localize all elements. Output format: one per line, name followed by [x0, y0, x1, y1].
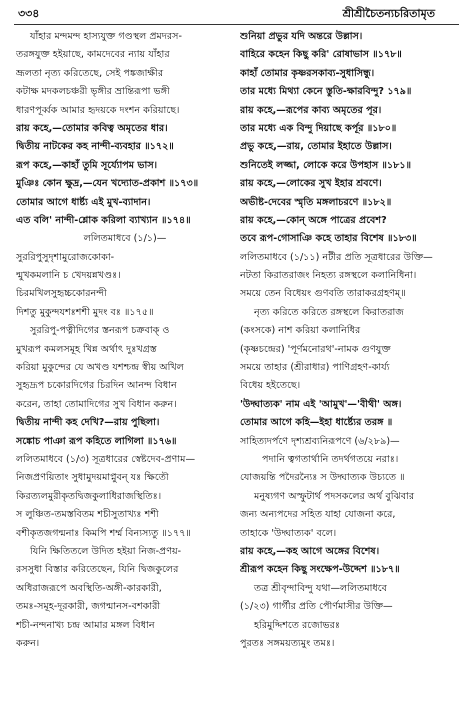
right-column: [240, 28, 458, 653]
text-line: শুনিয়া প্রভুর যদি অন্তরে উল্লাস।: [240, 31, 363, 42]
text-line: সময়ে তেন বিধেয়ং গুণবতি তারাকরগ্রহণম্॥: [240, 288, 406, 300]
text-line: রায় কহে,—কহ আগে অঙ্গের বিশেষ।: [240, 545, 380, 557]
text-line: করিয়া মুকুন্দের যে অখণ্ড যশশ্চন্দ্র স্বীয় অখিল: [16, 362, 184, 374]
left-column: [16, 28, 234, 653]
running-title: শ্রীশ্রীচৈতন্যচরিতামৃত: [342, 7, 435, 20]
text-line: অভীষ্ট-দেবের স্মৃতি মঙ্গলাচরণে ॥১৮২॥: [240, 196, 392, 208]
text-line: ললিতমাধবে (১/১১) নটীর প্রতি সূত্রধারের উক্তি—: [240, 251, 433, 263]
text-line: রায় কহে,—তোমার কবিত্ব অমৃতের ধার।: [16, 122, 168, 134]
text-line: জন্য অন্যপদের সহিত যাহা যোজনা করে,: [240, 509, 396, 521]
text-line: (কংসকে) নাশ করিয়া কলানিধির: [240, 325, 361, 337]
text-line: সময়ে তাহার (শ্রীরাধার) পাণিগ্রহণ-কার্য্য: [240, 362, 390, 374]
text-line: নটতা কিরাতরাজং নিহত্য রঙ্গস্থলে কলানিধিনা।: [240, 270, 417, 282]
text-line: রূপ কহে,—কাহাঁ তুমি সূর্য্যোপম ভাস।: [16, 159, 158, 171]
text-line: ধারণপূর্ব্বক আমার হৃদয়কে দংশন করিয়াছে।: [16, 104, 180, 116]
text-line: বিধেয় হইতেছে।: [240, 380, 301, 392]
text-line: সুররিপুসুদৃশামুরোজকোকা-: [16, 251, 115, 263]
page-number: ৩৩৪: [18, 7, 40, 20]
text-line: (১/২৩) গার্গীর প্রতি পৌর্ণমাসীর উক্তি—: [240, 601, 393, 613]
text-line: দিশতু মুকুন্দযশঃশশী মুদং বঃ ॥১৭৫॥: [16, 306, 154, 318]
text-line: অধিরাজরূপে অবস্থিতি-অঙ্গী-কারকারী,: [16, 582, 162, 594]
text-line: তার মধ্যে এক বিন্দু দিয়াছে কর্পূর ॥১৮০॥: [240, 122, 397, 134]
text-line: তরঙ্গযুক্ত হইয়াছে, কামদেবের ন্যায় যাঁহার: [16, 49, 170, 61]
text-line: তোমার আগে কহি—ইহা ধার্ষ্ট্যের তরঙ্গ ॥: [240, 417, 393, 429]
text-line: করুন।: [16, 637, 40, 649]
header-rule: [14, 24, 459, 25]
text-line: তোমার আগে ধার্ষ্ট্য এই মুখ-ব্যাদান।: [16, 196, 151, 208]
text-line: রায় কহে,—কোন্ অঙ্গে পাত্রের প্রবেশ?: [240, 214, 387, 226]
text-line: মুঞিঃ কোন ক্ষুদ্র,—যেন খদ্যোত-প্রকাশ ॥১৭৩॥: [16, 178, 199, 190]
text-line: ললিতমাধবে (১/১)—: [83, 233, 167, 245]
text-line: মনুষ্যগণ অস্ফুটার্থ পদসকলের অর্থ বুঝিবার: [254, 490, 415, 502]
text-line: তমঃ-সমূহ-দূরকারী, জগন্মানস-বশকারী: [16, 601, 161, 613]
text-line: 'উদ্ঘাত্যক' নাম এই 'আমুখ'—'বীথী' অঙ্গ।: [240, 398, 402, 410]
text-line: ললিতমাধবে (১/৩) সূত্রধারের স্বেষ্টদেব-প্রণাম—: [16, 453, 196, 465]
text-line: (কৃষ্ণচন্দ্রের) 'পূর্ণমনোরথ'-নামক গুণযুক্ত: [240, 343, 391, 355]
text-line: বাহিরে কহেন কিছু করি' রোষাভাস ॥১৭৮॥: [240, 49, 402, 61]
text-line: সুহৃদ্রূপ চকোরদিগের চিরদিন আনন্দ বিধান: [16, 380, 177, 392]
text-line: শচী-নন্দনাখ্য চন্দ্র আমার মঙ্গল বিধান: [16, 619, 155, 631]
text-line: করেন, তাহা তোমাদিগের সুখ বিধান করুন।: [16, 398, 177, 410]
text-line: নিজপ্রণয়িতাং সুধামুদয়মাপ্নুবন্ যঃ ক্ষিতৌ: [16, 472, 169, 484]
text-line: রায় কহে,—লোকের সুখ ইহার শ্রবণে।: [240, 178, 382, 190]
text-line: পুরতঃ সঙ্গময়ত্যমুং তমঃ।: [240, 637, 335, 649]
text-line: কিরত্যলমুরীকৃতদ্বিজকুলাধিরাজস্থিতিঃ।: [16, 490, 162, 502]
text-line: ন্মুখকমলানি চ খেদয়ন্নখণ্ডঃ।: [16, 270, 121, 282]
text-line: রায় কহে,—রূপের কাব্য অমৃতের পূর।: [240, 104, 382, 116]
text-line: দ্বিতীয় নান্দী কহ দেখি?—রায় পুছিলা।: [16, 417, 160, 429]
text-line: কটাক্ষ মদকলচঞ্চরী ভৃঙ্গীর ভ্রান্তিরূপা ভঙ্গী: [16, 86, 170, 98]
text-line: যোজয়ন্তি পদৈরন্যৈঃ স উদ্ঘাত্যক উচ্যতে ॥: [240, 472, 405, 484]
text-line: সঙ্কোচ পাঞা রূপ কহিতে লাগিলা ॥১৭৬॥: [16, 435, 177, 447]
text-line: রসসুধা বিস্তার করিতেছেন, যিনি দ্বিজকুলের: [16, 564, 179, 576]
text-line: তার মধ্যে মিথ্যা কেনে স্তুতি-ক্ষারবিন্দু? ১৭৯॥: [240, 86, 412, 98]
text-line: কাহাঁ তোমার কৃষ্ণরসকাব্য-সুধাসিন্ধু।: [240, 67, 375, 79]
text-line: যিনি ক্ষিতিতলে উদিত হইয়া নিজ-প্রণয়-: [30, 545, 182, 557]
text-line: প্রভু কহে,—রায়, তোমার ইহাতে উল্লাস।: [240, 141, 392, 153]
text-line: নৃত্য করিতে করিতে রঙ্গস্থলে কিরাতরাজ: [254, 306, 404, 318]
text-line: পদানি ত্বগতার্থানি তদর্থগতয়ে নরাঃ।: [262, 453, 399, 465]
text-line: সুররিপু-পত্নীদিগের স্তনরূপ চক্রবাক্ ও: [30, 325, 170, 337]
text-line: তবে রূপ-গোসাঞি কহে তাহার বিশেষ ॥১৮৩॥: [240, 233, 417, 245]
text-line: শুনিতেই লজ্জা, লোকে করে উপহাস ॥১৮১॥: [240, 159, 412, 171]
text-line: হরিমুদ্দিশতে রজোভরঃ: [254, 619, 341, 631]
text-line: তত্র শ্রীবৃন্দাবিন্দু যথা—ললিতমাধবে: [254, 582, 387, 594]
text-line: স লুঞ্চিত-তমস্তবিতম শচীসুতাখ্যঃ শশী: [16, 509, 159, 521]
text-line: চিরমখিলসুহৃচ্চকোরনন্দী: [16, 288, 107, 300]
text-line: ভ্রূলতা নৃত্য করিতেছে, সেই পঙ্কজাক্ষীর: [16, 67, 164, 79]
page-header: [14, 4, 459, 24]
text-line: দ্বিতীয় নাটকের কহ নান্দী-ব্যবহার ॥১৭২॥: [16, 141, 174, 153]
text-line: যাঁহার মন্দমন্দ হাস্যযুক্ত গণ্ডস্থল প্রমদরস-: [30, 31, 182, 42]
text-line: তাহাকে 'উদ্ঘাত্যক' বলে।: [240, 527, 337, 539]
text-line: মুখরূপ কমলসমূহ খিন্ন অর্থাৎ দুঃখগ্রস্ত: [16, 343, 157, 355]
text-line: শ্রীরূপ কহেন কিছু সংক্ষেপ-উদ্দেশ ॥১৮৭॥: [240, 564, 400, 576]
text-line: বশীকৃতজগন্মনাঃ কিমপি শর্ম্ম বিন্যস্যতু ॥১৭৭॥: [16, 527, 191, 539]
text-line: এত বলি' নান্দী-শ্লোক করিলা ব্যাখ্যান ॥১৭৪॥: [16, 214, 191, 226]
text-line: সাহিত্যদর্পণে দৃশ্যশ্রব্যনিরূপণে (৬/২৮৯)—: [240, 435, 400, 447]
